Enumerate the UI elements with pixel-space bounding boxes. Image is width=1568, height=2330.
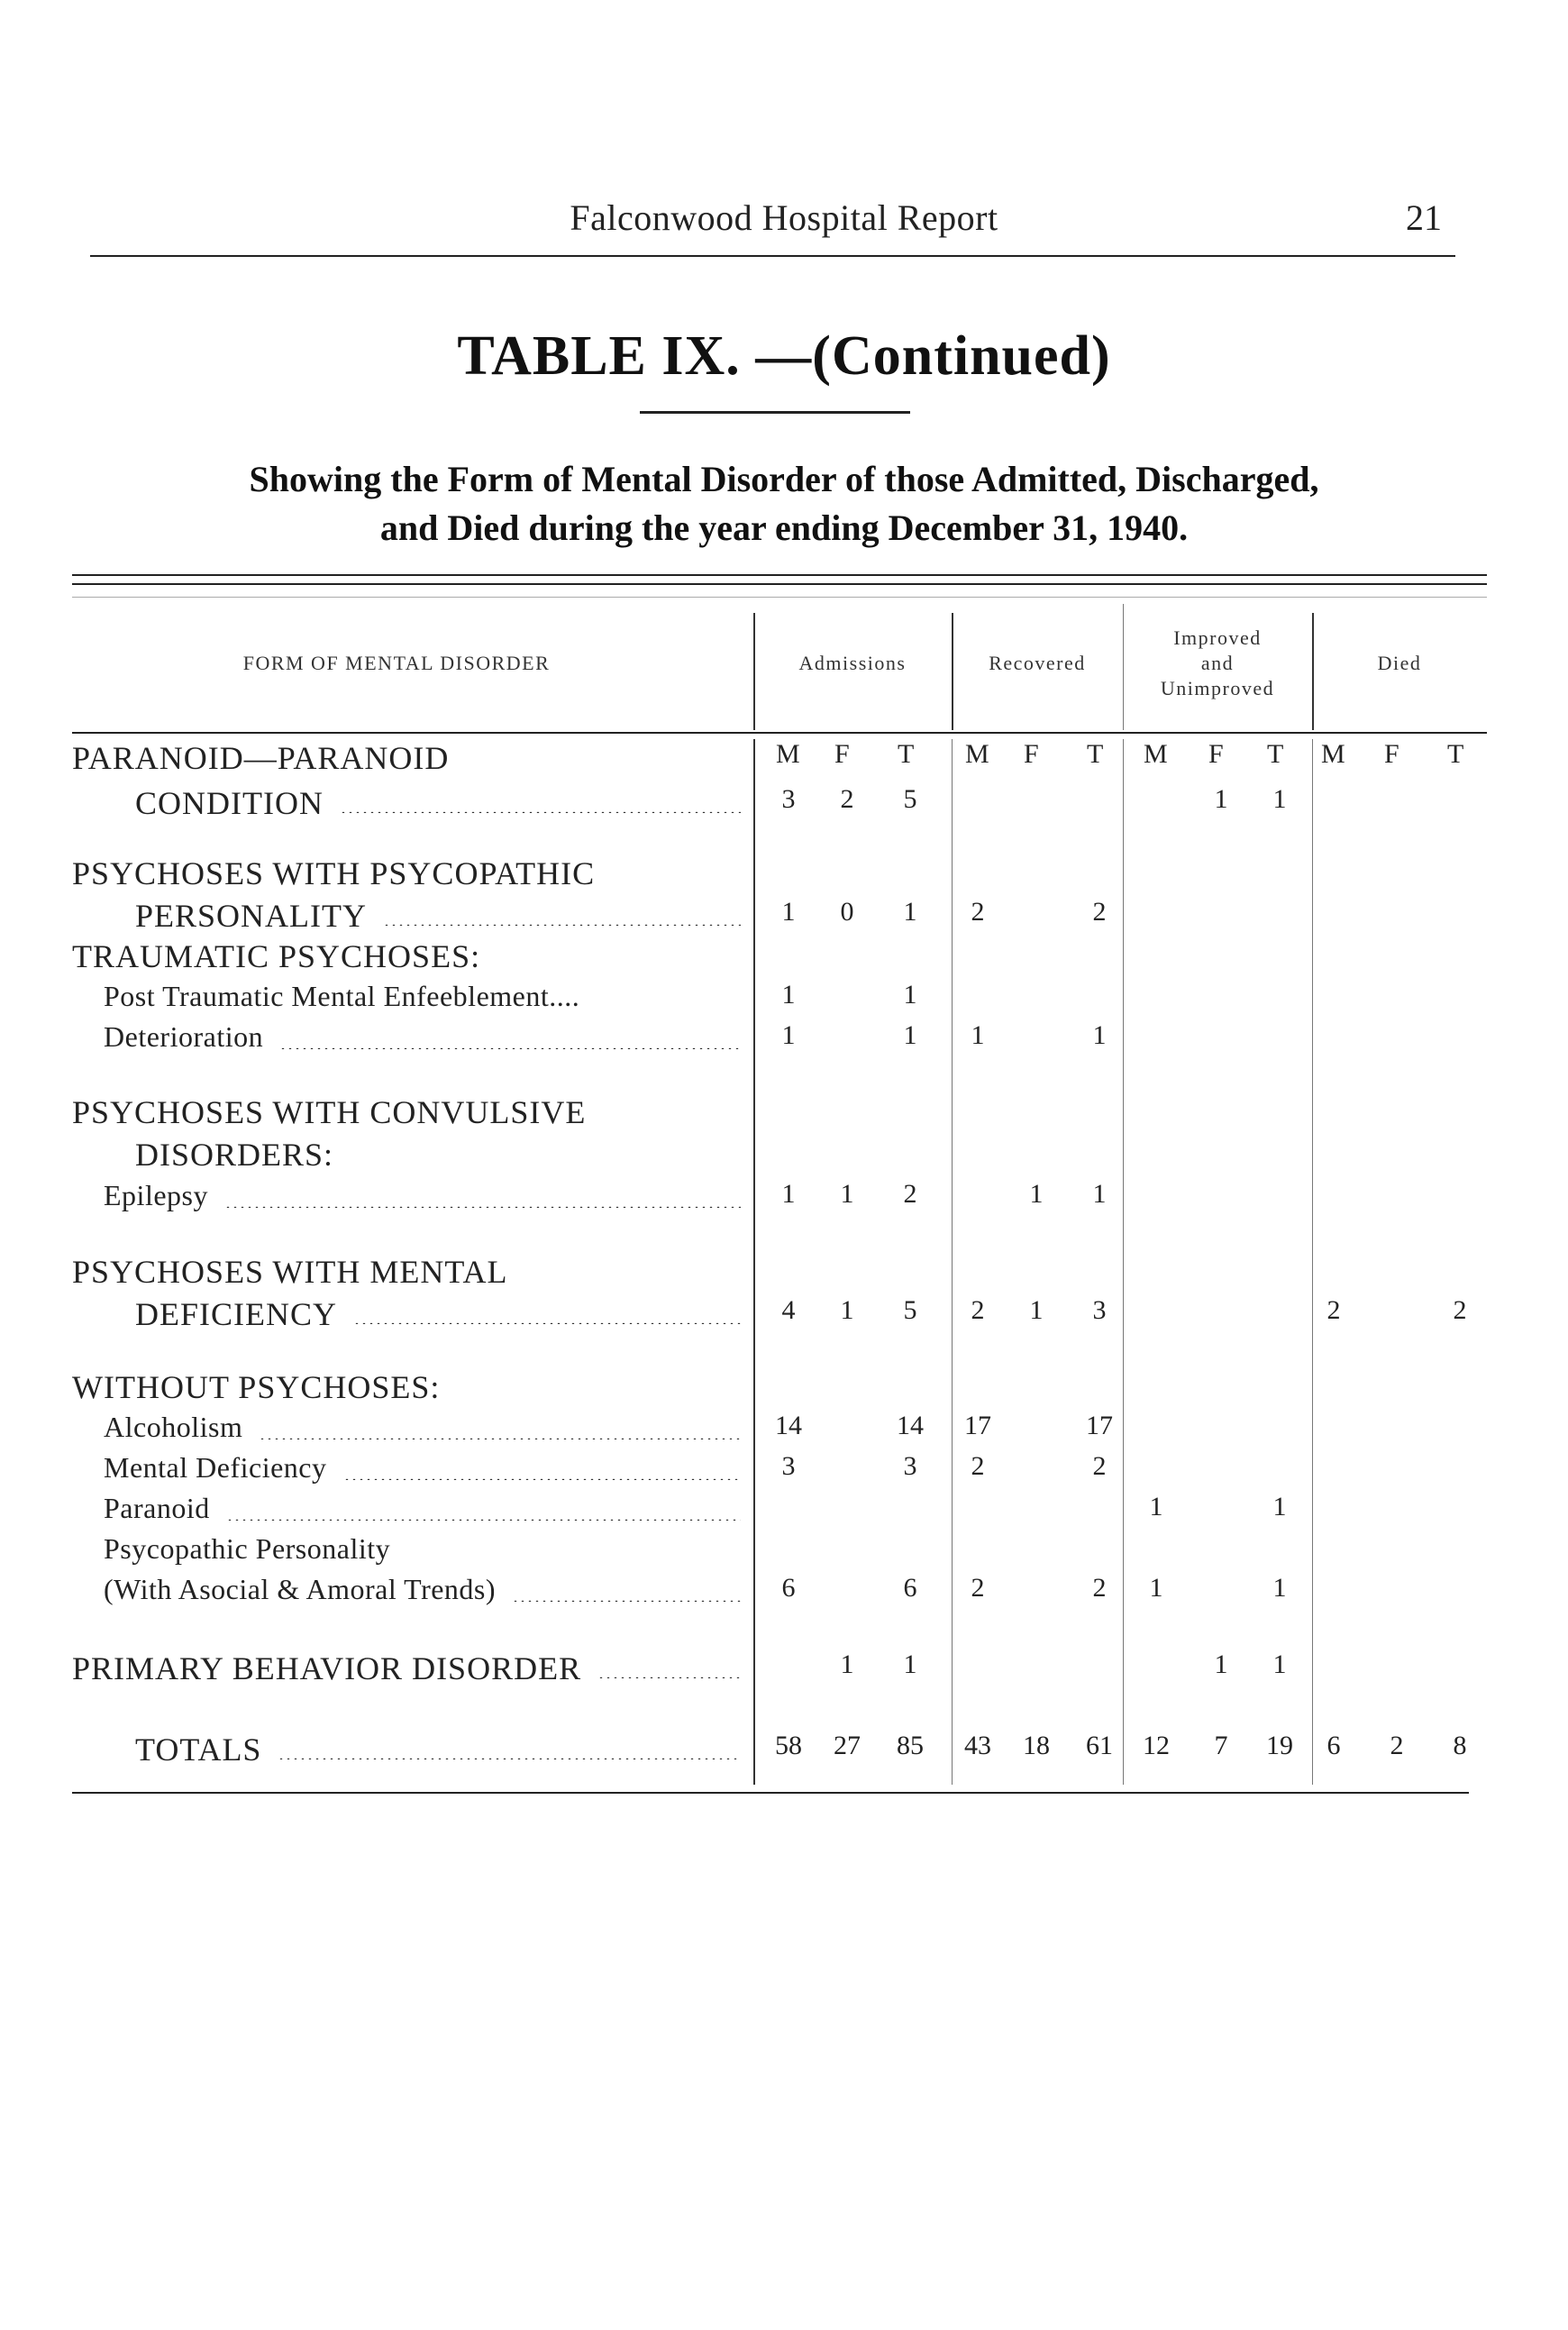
table-cell: 1 xyxy=(840,1649,854,1679)
table-cell: 2 xyxy=(1092,1451,1107,1481)
table-cell: 2 xyxy=(1453,1295,1467,1325)
row-label: WITHOUT PSYCHOSES: xyxy=(72,1369,441,1405)
total-cell: 12 xyxy=(1143,1731,1170,1760)
row-label: PSYCHOSES WITH PSYCOPATHIC xyxy=(72,855,596,891)
total-cell: 2 xyxy=(1390,1731,1404,1760)
subheader-f: F xyxy=(1024,739,1039,769)
subheader-t: T xyxy=(1087,739,1104,769)
total-cell: 7 xyxy=(1214,1731,1228,1760)
row-label: PARANOID—PARANOID xyxy=(72,740,450,776)
table-cell: 2 xyxy=(903,1179,917,1209)
row-label: (With Asocial & Amoral Trends) xyxy=(104,1573,497,1605)
total-cell: 6 xyxy=(1326,1731,1341,1760)
table-subtitle-line-2: and Died during the year ending December 31, 1940. xyxy=(379,507,1189,548)
table-cell: 2 xyxy=(1326,1295,1341,1325)
table-cell: 1 xyxy=(840,1179,854,1209)
table-cell: 3 xyxy=(781,1451,796,1481)
subheader-m: M xyxy=(965,739,989,769)
table-cell: 1 xyxy=(903,980,917,1010)
table-cell: 0 xyxy=(840,897,854,927)
table-cell: 4 xyxy=(781,1295,796,1325)
table-cell: 3 xyxy=(781,784,796,814)
table-cell: 2 xyxy=(971,897,985,927)
header-faint-rule xyxy=(72,597,1487,598)
dot-leader xyxy=(259,1438,741,1439)
dot-leader xyxy=(279,1047,741,1049)
body-column-separator xyxy=(1312,739,1313,1785)
table-cell: 2 xyxy=(1092,897,1107,927)
column-header-form: FORM OF MENTAL DISORDER xyxy=(242,652,551,674)
row-label: PRIMARY BEHAVIOR DISORDER xyxy=(72,1650,582,1686)
column-header-improved-2: and xyxy=(1200,652,1235,674)
table-cell: 1 xyxy=(781,1020,796,1050)
row-label: Post Traumatic Mental Enfeeblement.... xyxy=(104,980,580,1012)
row-label: TRAUMATIC PSYCHOSES: xyxy=(72,938,481,974)
row-label: DISORDERS: xyxy=(135,1137,334,1173)
row-label: Epilepsy xyxy=(104,1179,208,1211)
table-cell: 1 xyxy=(971,1020,985,1050)
header-bottom-rule xyxy=(72,732,1487,734)
table-cell: 1 xyxy=(1272,1573,1287,1603)
column-header-recovered: Recovered xyxy=(989,652,1086,674)
table-cell: 1 xyxy=(1214,1649,1228,1679)
table-cell: 1 xyxy=(903,1649,917,1679)
subheader-m: M xyxy=(776,739,800,769)
table-cell: 1 xyxy=(781,1179,796,1209)
row-label: Mental Deficiency xyxy=(104,1451,327,1484)
row-label: CONDITION xyxy=(135,785,324,821)
table-cell: 2 xyxy=(971,1295,985,1325)
table-cell: 1 xyxy=(903,897,917,927)
dot-leader xyxy=(383,924,741,926)
subheader-m: M xyxy=(1144,739,1168,769)
header-rule xyxy=(90,255,1455,257)
table-cell: 1 xyxy=(1092,1179,1107,1209)
total-cell: 58 xyxy=(775,1731,802,1760)
row-label: TOTALS xyxy=(135,1732,262,1768)
header-divider-4 xyxy=(1312,613,1314,730)
column-header-admissions: Admissions xyxy=(798,652,907,674)
table-cell: 1 xyxy=(781,897,796,927)
header-divider-3 xyxy=(1123,604,1124,730)
dot-leader xyxy=(343,1478,742,1480)
table-cell: 2 xyxy=(1092,1573,1107,1603)
dot-leader xyxy=(340,811,741,813)
table-cell: 5 xyxy=(903,784,917,814)
table-cell: 3 xyxy=(1092,1295,1107,1325)
total-cell: 61 xyxy=(1086,1731,1113,1760)
body-column-separator xyxy=(1123,739,1124,1785)
header-divider-2 xyxy=(952,613,953,730)
table-cell: 1 xyxy=(781,980,796,1010)
table-title: TABLE IX. —(Continued) xyxy=(457,325,1111,387)
running-header: Falconwood Hospital Report xyxy=(570,197,998,238)
table-bottom-rule xyxy=(72,1792,1469,1794)
total-cell: 85 xyxy=(897,1731,924,1760)
table-cell: 14 xyxy=(775,1411,802,1440)
table-cell: 2 xyxy=(840,784,854,814)
row-label: Deterioration xyxy=(104,1020,264,1053)
table-cell: 1 xyxy=(840,1295,854,1325)
row-label: Paranoid xyxy=(104,1492,210,1524)
table-cell: 2 xyxy=(971,1573,985,1603)
row-label: PSYCHOSES WITH MENTAL xyxy=(72,1254,508,1290)
row-label: PSYCHOSES WITH CONVULSIVE xyxy=(72,1094,587,1130)
column-header-improved-1: Improved xyxy=(1173,626,1262,649)
title-underline xyxy=(640,411,910,414)
table-cell: 2 xyxy=(971,1451,985,1481)
table-cell: 1 xyxy=(1214,784,1228,814)
total-cell: 18 xyxy=(1023,1731,1050,1760)
dot-leader xyxy=(353,1322,741,1324)
table-top-rule-1 xyxy=(72,574,1487,576)
table-cell: 1 xyxy=(1272,1492,1287,1521)
header-divider-1 xyxy=(753,613,755,730)
table-top-rule-2 xyxy=(72,583,1487,585)
body-column-separator xyxy=(952,739,953,1785)
row-label: Psycopathic Personality xyxy=(104,1532,391,1565)
row-label: PERSONALITY xyxy=(135,898,368,934)
table-cell: 1 xyxy=(903,1020,917,1050)
table-cell: 6 xyxy=(903,1573,917,1603)
column-header-improved-3: Unimproved xyxy=(1160,677,1275,699)
total-cell: 19 xyxy=(1266,1731,1293,1760)
table-cell: 1 xyxy=(1029,1179,1044,1209)
total-cell: 27 xyxy=(834,1731,861,1760)
table-cell: 1 xyxy=(1149,1573,1163,1603)
dot-leader xyxy=(512,1600,741,1602)
subheader-f: F xyxy=(834,739,850,769)
table-cell: 1 xyxy=(1272,1649,1287,1679)
row-label: Alcoholism xyxy=(104,1411,243,1443)
table-cell: 1 xyxy=(1092,1020,1107,1050)
dot-leader xyxy=(226,1519,741,1521)
subheader-t: T xyxy=(898,739,915,769)
table-cell: 17 xyxy=(1086,1411,1113,1440)
dot-leader xyxy=(597,1677,741,1678)
subheader-t: T xyxy=(1447,739,1464,769)
table-cell: 17 xyxy=(964,1411,991,1440)
dot-leader xyxy=(224,1206,741,1208)
subheader-f: F xyxy=(1208,739,1224,769)
subheader-t: T xyxy=(1267,739,1284,769)
table-cell: 14 xyxy=(897,1411,924,1440)
table-cell: 5 xyxy=(903,1295,917,1325)
subheader-m: M xyxy=(1321,739,1345,769)
column-header-died: Died xyxy=(1377,652,1422,674)
body-column-separator xyxy=(753,739,755,1785)
dot-leader xyxy=(278,1758,741,1759)
table-subtitle-line-1: Showing the Form of Mental Disorder of those Admitted, Discharged, xyxy=(249,459,1319,499)
table-cell: 1 xyxy=(1029,1295,1044,1325)
total-cell: 43 xyxy=(964,1731,991,1760)
row-label: DEFICIENCY xyxy=(135,1296,337,1332)
table-cell: 3 xyxy=(903,1451,917,1481)
table-cell: 6 xyxy=(781,1573,796,1603)
total-cell: 8 xyxy=(1453,1731,1467,1760)
table-cell: 1 xyxy=(1272,784,1287,814)
page-number: 21 xyxy=(1406,197,1442,238)
table-cell: 1 xyxy=(1149,1492,1163,1521)
subheader-f: F xyxy=(1384,739,1399,769)
